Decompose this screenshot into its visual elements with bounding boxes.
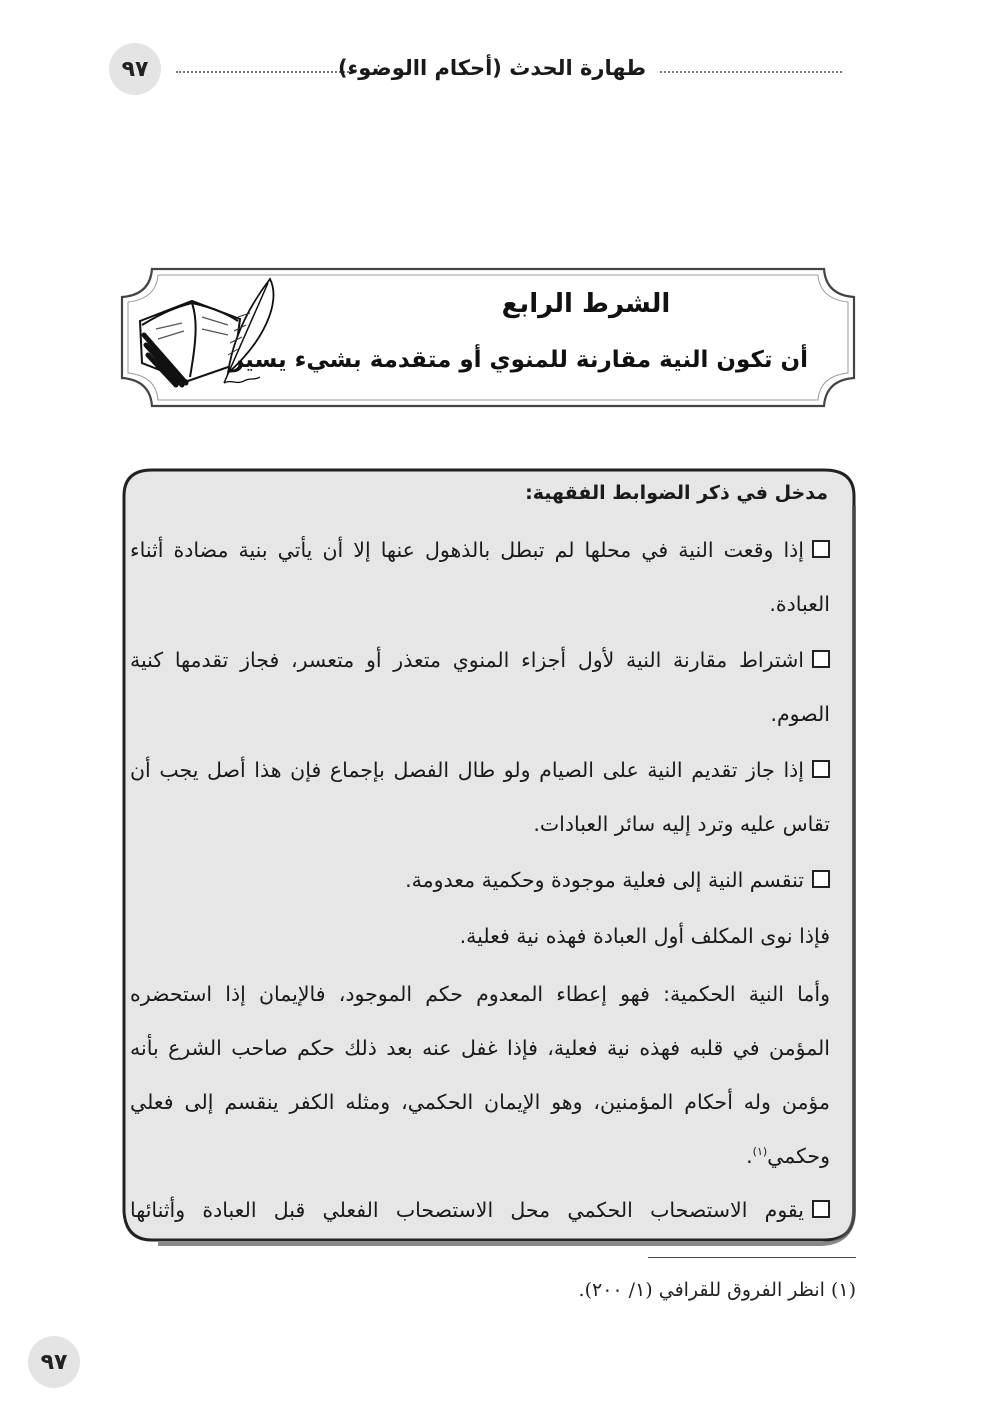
- checkbox-bullet-icon: [812, 540, 830, 558]
- para-legal-intention-line-2: المؤمن في قلبه فهذه نية فعلية، فإذا غفل عنه بعد ذلك حكم صاحب الشرع بأنه: [130, 1036, 830, 1060]
- footnote-ref[interactable]: (١): [752, 1145, 768, 1159]
- para-legal-intention-line-4: وحكمي$^{(١)}$.: [746, 1144, 830, 1168]
- para-legal-intention-line-1: وأما النية الحكمية: فهو إعطاء المعدوم حكم الموجود، فالإيمان إذا استحضره: [130, 982, 830, 1006]
- checkbox-bullet-icon: [812, 870, 830, 888]
- book-and-quill-icon: [132, 273, 282, 393]
- checkbox-bullet-icon: [812, 650, 830, 668]
- rule-3-line-1: إذا جاز تقديم النية على الصيام ولو طال الفصل بإجماع فإن هذا أصل يجب أن: [130, 758, 830, 782]
- para-actual-intention: فإذا نوى المكلف أول العبادة فهذه نية فعلية.: [459, 924, 830, 948]
- para-legal-intention-line-3: مؤمن وله أحكام المؤمنين، وهو الإيمان الحكمي، ومثله الكفر ينقسم إلى فعلي: [130, 1090, 830, 1114]
- checkbox-bullet-icon: [812, 1200, 830, 1218]
- box-intro: مدخل في ذكر الضوابط الفقهية:: [525, 482, 828, 504]
- checkbox-bullet-icon: [812, 760, 830, 778]
- footnote-1: (١) انظر الفروق للقرافي (١/ ٢٠٠).: [578, 1279, 856, 1301]
- footer-page-number: ٩٧: [28, 1336, 80, 1388]
- rule-2-line-1: اشتراط مقارنة النية لأول أجزاء المنوي متعذر أو متعسر، فجاز تقدمها كنية: [130, 648, 830, 672]
- header-leader-left: [176, 71, 356, 73]
- section-subtitle: أن تكون النية مقارنة للمنوي أو متقدمة بشيء يسير: [230, 347, 808, 373]
- rule-1-line-2: العبادة.: [769, 592, 830, 616]
- header-page-number: ٩٧: [109, 43, 161, 95]
- rule-3-line-2: تقاس عليه وترد إليه سائر العبادات.: [533, 812, 830, 836]
- header-leader-right: [660, 71, 842, 73]
- rule-5-line-1: يقوم الاستصحاب الحكمي محل الاستصحاب الفعلي قبل العبادة وأثنائها: [130, 1198, 830, 1222]
- rule-2-line-2: الصوم.: [770, 702, 830, 726]
- rule-4-line-1: تنقسم النية إلى فعلية موجودة وحكمية معدومة.: [405, 868, 830, 892]
- rule-1-line-1: إذا وقعت النية في محلها لم تبطل بالذهول عنها إلا أن يأتي بنية مضادة أثناء: [130, 538, 830, 562]
- running-title: طهارة الحدث (أحكام االوضوء): [337, 56, 646, 80]
- section-title: الشرط الرابع: [501, 289, 671, 319]
- footnote-separator: [648, 1257, 856, 1258]
- rules-box-content: [130, 478, 830, 1238]
- section-title-frame: [118, 265, 858, 410]
